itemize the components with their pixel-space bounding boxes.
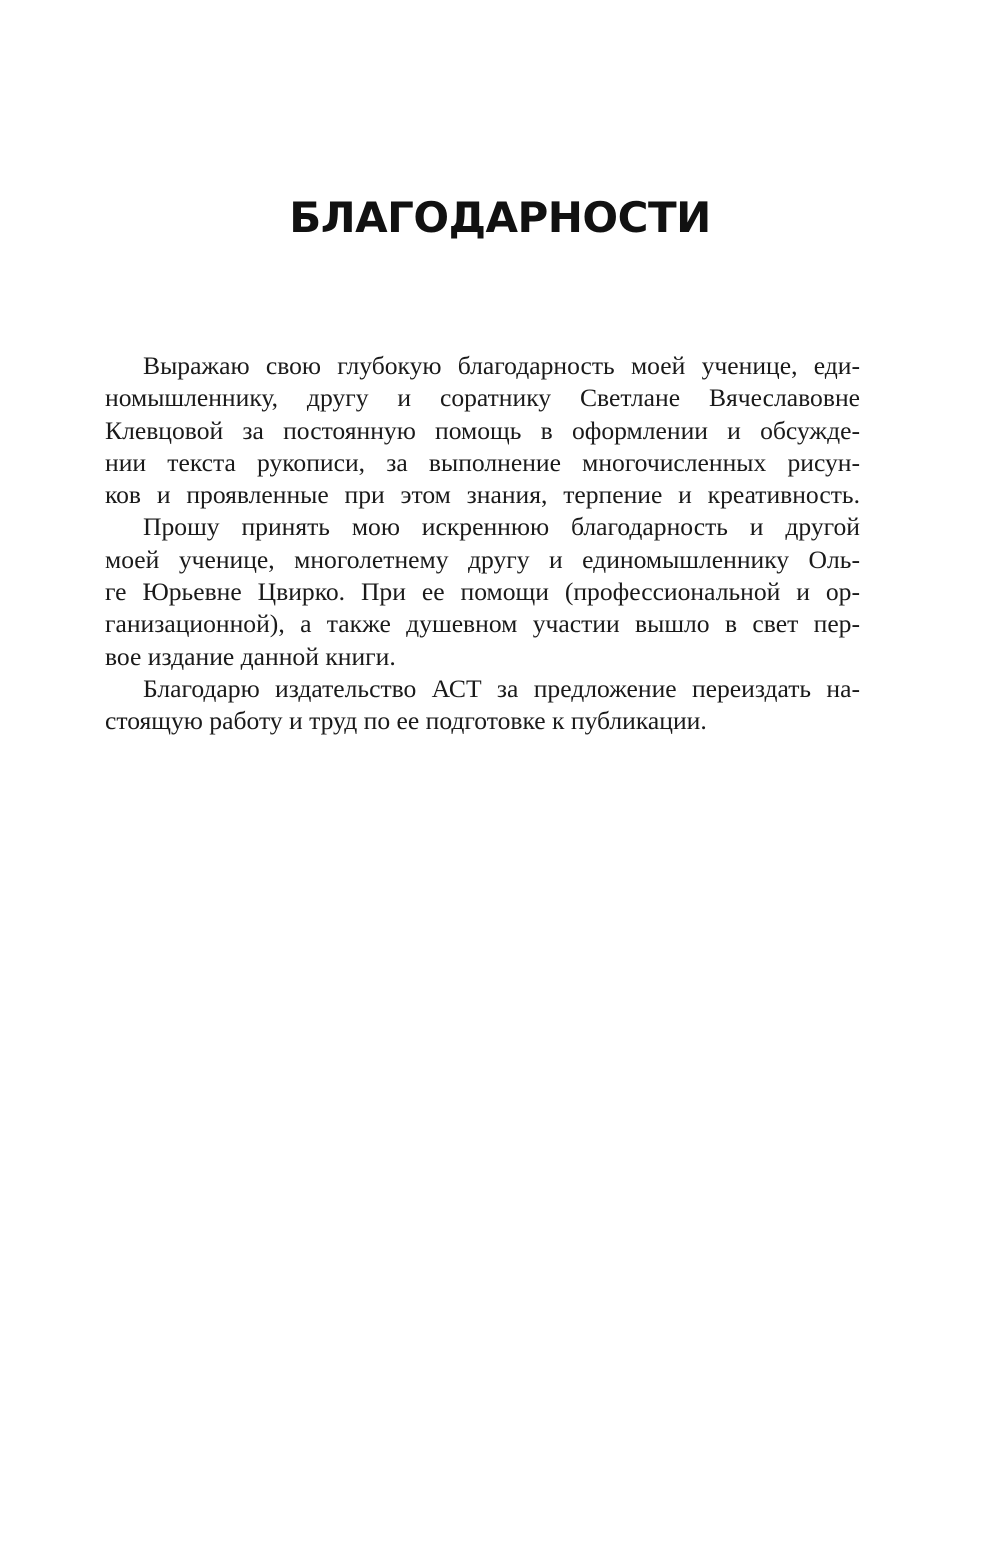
text-line: ков и проявленные при этом знания, терпение и креативность. [105, 480, 860, 510]
text-line: стоящую работу и труд по ее подготовке к публикации. [105, 706, 707, 736]
paragraph-3 [105, 673, 860, 738]
page-title: БЛАГОДАРНОСТИ [289, 193, 711, 242]
text-line: вое издание данной книги. [105, 641, 396, 671]
paragraph-1 [105, 350, 860, 511]
text-line: ганизационной), а также душевном участии вышло в свет пер- [105, 609, 860, 639]
text-line: Благодарю издательство АСТ за предложение переиздать на- [143, 673, 860, 703]
body-text [105, 350, 860, 738]
paragraph-2 [105, 511, 860, 672]
text-line: ге Юрьевне Цвирко. При ее помощи (профессиональной и ор- [105, 577, 860, 607]
text-line: нии текста рукописи, за выполнение многочисленных рисун- [105, 447, 860, 477]
text-line: номышленнику, другу и соратнику Светлане Вячеславовне [105, 383, 860, 413]
text-line: моей ученице, многолетнему другу и единомышленнику Оль- [105, 544, 860, 574]
text-line: Выражаю свою глубокую благодарность моей ученице, еди- [143, 351, 860, 380]
text-line: Прошу принять мою искреннюю благодарность и другой [143, 512, 860, 542]
text-line: Клевцовой за постоянную помощь в оформлении и обсужде- [105, 415, 860, 445]
